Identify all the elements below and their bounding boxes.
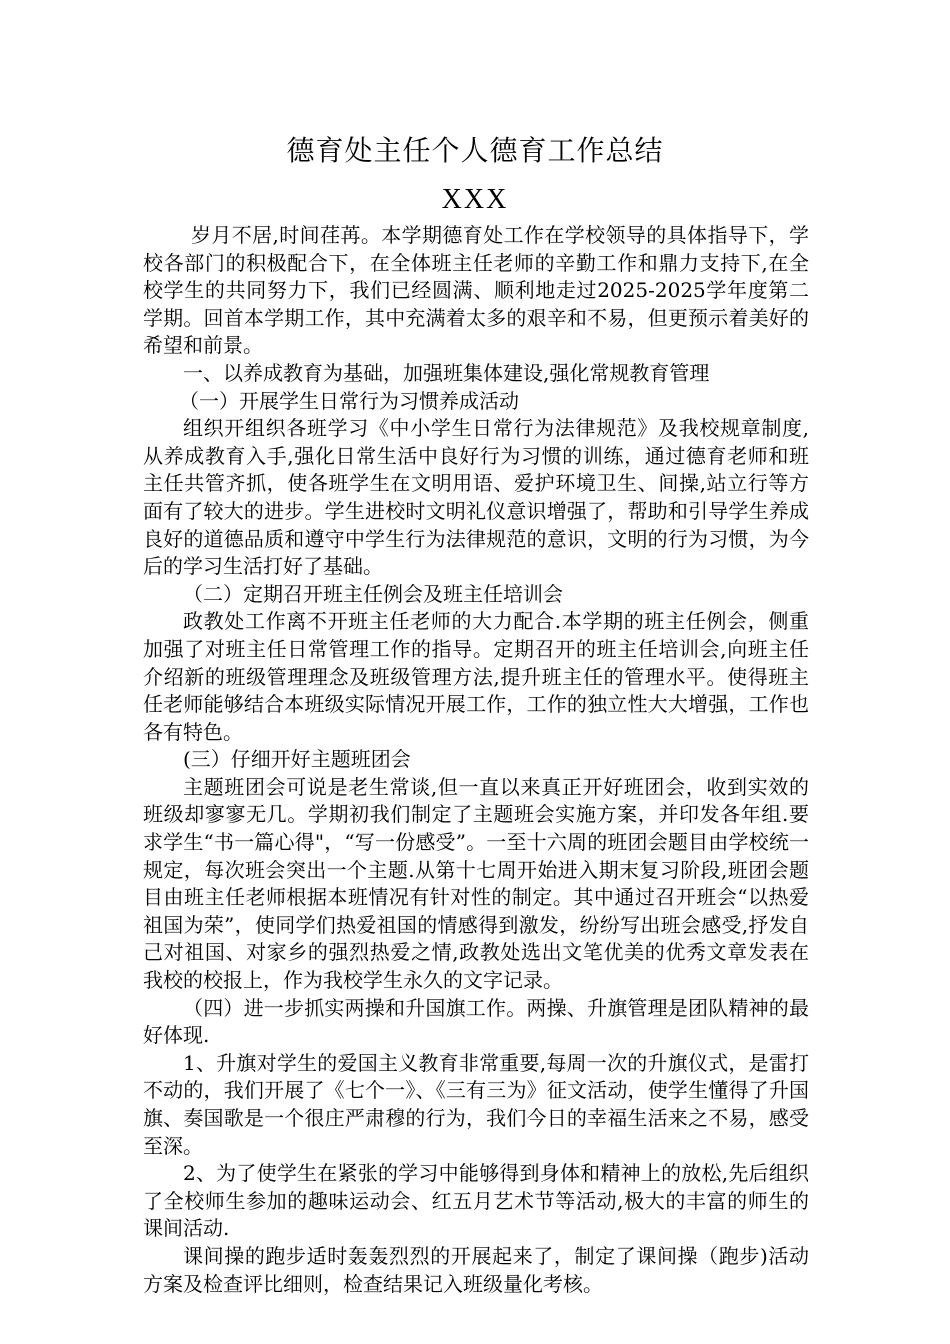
paragraph-class-meetings: 主题班团会可说是老生常谈,但一直以来真正开好班团会，收到实效的班级却寥寥无几。学期初我们制定了主题班会实施方案，并印发各年组.要求学生“书一篇心得"，“写一份感受”。一至十六周的班团会题目由学校统一规定，每次班会突出一个主题.从第十七周开始进入期末复习阶段,班团会题目由班主任老师根据本班情况有针对性的制定。其中通过召开班会“以热爱祖国为荣”，使同学们热爱祖国的情感得到激发，纷纷写出班会感受,抒发自己对祖国、对家乡的强烈热爱之情,政教处选出文笔优美的优秀文章发表在我校的校报上，作为我校学生永久的文字记录。 xyxy=(143,774,809,993)
subsection-heading-1: （一）开展学生日常行为习惯养成活动 xyxy=(179,388,519,413)
subsection-heading-4: （四）进一步抓实两操和升国旗工作。两操、升旗管理是团队精神的最好体现. xyxy=(143,995,809,1048)
paragraph-flag-raising: 1、升旗对学生的爱国主义教育非常重要,每周一次的升旗仪式，是雷打不动的，我们开展了《七个一》、《三有三为》征文活动，使学生懂得了升国旗、奏国歌是一个很庄严肃穆的行为，我们今日的幸福生活来之不易，感受至深。 xyxy=(143,1050,809,1158)
subsection-heading-3: (三）仔细开好主题班团会 xyxy=(183,747,411,772)
paragraph-meetings: 政教处工作离不开班主任老师的大力配合.本学期的班主任例会，侧重加强了对班主任日常管理工作的指导。定期召开的班主任培训会,向班主任介绍新的班级管理理念及班级管理方法,提升班主任的管理水平。使得班主任老师能够结合本班级实际情况开展工作，工作的独立性大大增强，工作也各有特色。 xyxy=(143,609,809,744)
paragraph-intro: 岁月不居,时间荏苒。本学期德育处工作在学校领导的具体指导下，学校各部门的积极配合下，在全体班主任老师的辛勤工作和鼎力支持下,在全校学生的共同努力下，我们已经圆满、顺利地走过2025-2025学年度第二学期。回首本学期工作，其中充满着太多的艰辛和不易，但更预示着美好的希望和前景。 xyxy=(143,223,809,358)
subsection-heading-2: （二）定期召开班主任例会及班主任培训会 xyxy=(183,581,563,606)
paragraph-habits: 组织开组织各班学习《中小学生日常行为法律规范》及我校规章制度,从养成教育入手,强化日常生活中良好行为习惯的训练，通过德育老师和班主任共管齐抓，使各班学生在文明用语、爱护环境卫生、间操,站立行等方面有了较大的进步。学生进校时文明礼仪意识增强了，帮助和引导学生养成良好的道德品质和遵守中学生行为法律规范的意识，文明的行为习惯，为今后的学习生活打好了基础。 xyxy=(143,416,809,579)
document-title: 德育处主任个人德育工作总结 xyxy=(286,134,664,167)
section-heading-1: 一、以养成教育为基础，加强班集体建设,强化常规教育管理 xyxy=(183,360,710,385)
paragraph-exercises: 课间操的跑步适时轰轰烈烈的开展起来了，制定了课间操（跑步)活动方案及检查评比细则，检查结果记入班级量化考核。 xyxy=(143,1243,809,1296)
paragraph-activities: 2、为了使学生在紧张的学习中能够得到身体和精神上的放松,先后组织了全校师生参加的趣味运动会、红五月艺术节等活动,极大的丰富的师生的课间活动. xyxy=(143,1161,809,1241)
document-body xyxy=(143,222,809,1298)
document-author: XXX xyxy=(441,184,509,215)
